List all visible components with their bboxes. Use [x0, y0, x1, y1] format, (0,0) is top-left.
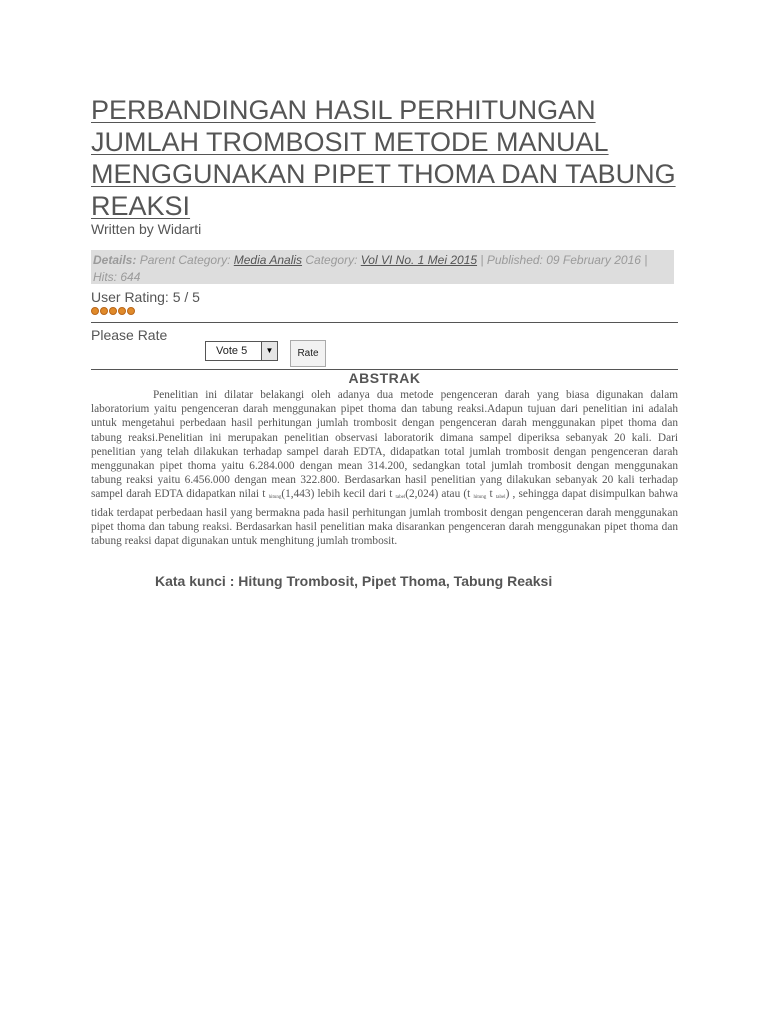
- parent-category-label: Parent Category:: [139, 253, 231, 267]
- star-icon: [109, 307, 117, 315]
- category-link[interactable]: Vol VI No. 1 Mei 2015: [360, 253, 478, 267]
- hits-count: 644: [120, 270, 141, 284]
- vote-select[interactable]: [205, 341, 278, 361]
- abstract-heading: ABSTRAK: [348, 370, 421, 386]
- vote-selected-value: Vote 5: [216, 345, 248, 357]
- star-icon: [127, 307, 135, 315]
- rating-stars: [91, 307, 135, 315]
- category-label: Category:: [305, 253, 358, 267]
- article-title[interactable]: PERBANDINGAN HASIL PERHITUNGAN JUMLAH TROMBOSIT METODE MANUAL MENGGUNAKAN PIPET THOMA DAN TABUNG REAKSI: [91, 95, 676, 221]
- user-rating: User Rating: 5 / 5: [91, 289, 200, 305]
- parent-category-link[interactable]: Media Analis: [233, 253, 303, 267]
- dropdown-arrow-icon[interactable]: ▼: [261, 342, 277, 360]
- rate-button[interactable]: Rate: [290, 340, 326, 367]
- article-author: Written by Widarti: [91, 221, 202, 237]
- article-details: [91, 250, 674, 284]
- details-label: Details:: [93, 253, 137, 267]
- divider: [91, 322, 678, 323]
- published-info: | Published: 09 February 2016 | Hits:: [93, 253, 648, 284]
- keywords: Kata kunci : Hitung Trombosit, Pipet Thoma, Tabung Reaksi: [155, 573, 553, 589]
- star-icon: [118, 307, 126, 315]
- abstract-text: Penelitian ini dilatar belakangi oleh adanya dua metode pengenceran darah yang biasa digunakan dalam laboratorium yaitu pengenceran darah menggunakan pipet thoma dan tabung reaksi.Adapun tujuan dari penelitian ini adalah untuk mengetahui perbedaan hasil perhitungan jumlah trombosit dengan pengenceran darah menggunakan pipet thoma dan tabung reaksi.Penelitian ini merupakan penelitian observasi laboratorik dimana sampel diperiksa sebanyak 20 kali. Dari penelitian yang telah dilakukan terhadap sampel darah EDTA, didapatkan total jumlah trombosit dengan pengenceran darah menggunakan pipet thoma yaitu 6.284.000 dengan mean 314.200, sedangkan total jumlah trombosit dengan menggunakan tabung reaksi yaitu 6.456.000 dengan mean 322.800. Berdasarkan hasil penelitian yang dilakukan sebanyak 20 kali terhadap sampel darah EDTA didapatkan nilai t $_{hitung}$(1,443) lebih kecil dari t $_{tabel}$(2,024) atau (t $_{hitung}$ t $_{tabel}$) , sehingga dapat disimpulkan bahwa tidak terdapat perbedaan hasil yang bermakna pada hasil perhitungan jumlah trombosit dengan pengenceran darah menggunakan pipet thoma dan tabung reaksi. Berdasarkan hasil penelitian maka disarankan pengenceran darah menggunakan pipet thoma dan tabung reaksi dapat digunakan untuk menghitung jumlah trombosit.: [91, 389, 679, 548]
- please-rate-label: Please Rate: [91, 327, 168, 343]
- star-icon: [91, 307, 99, 315]
- star-icon: [100, 307, 108, 315]
